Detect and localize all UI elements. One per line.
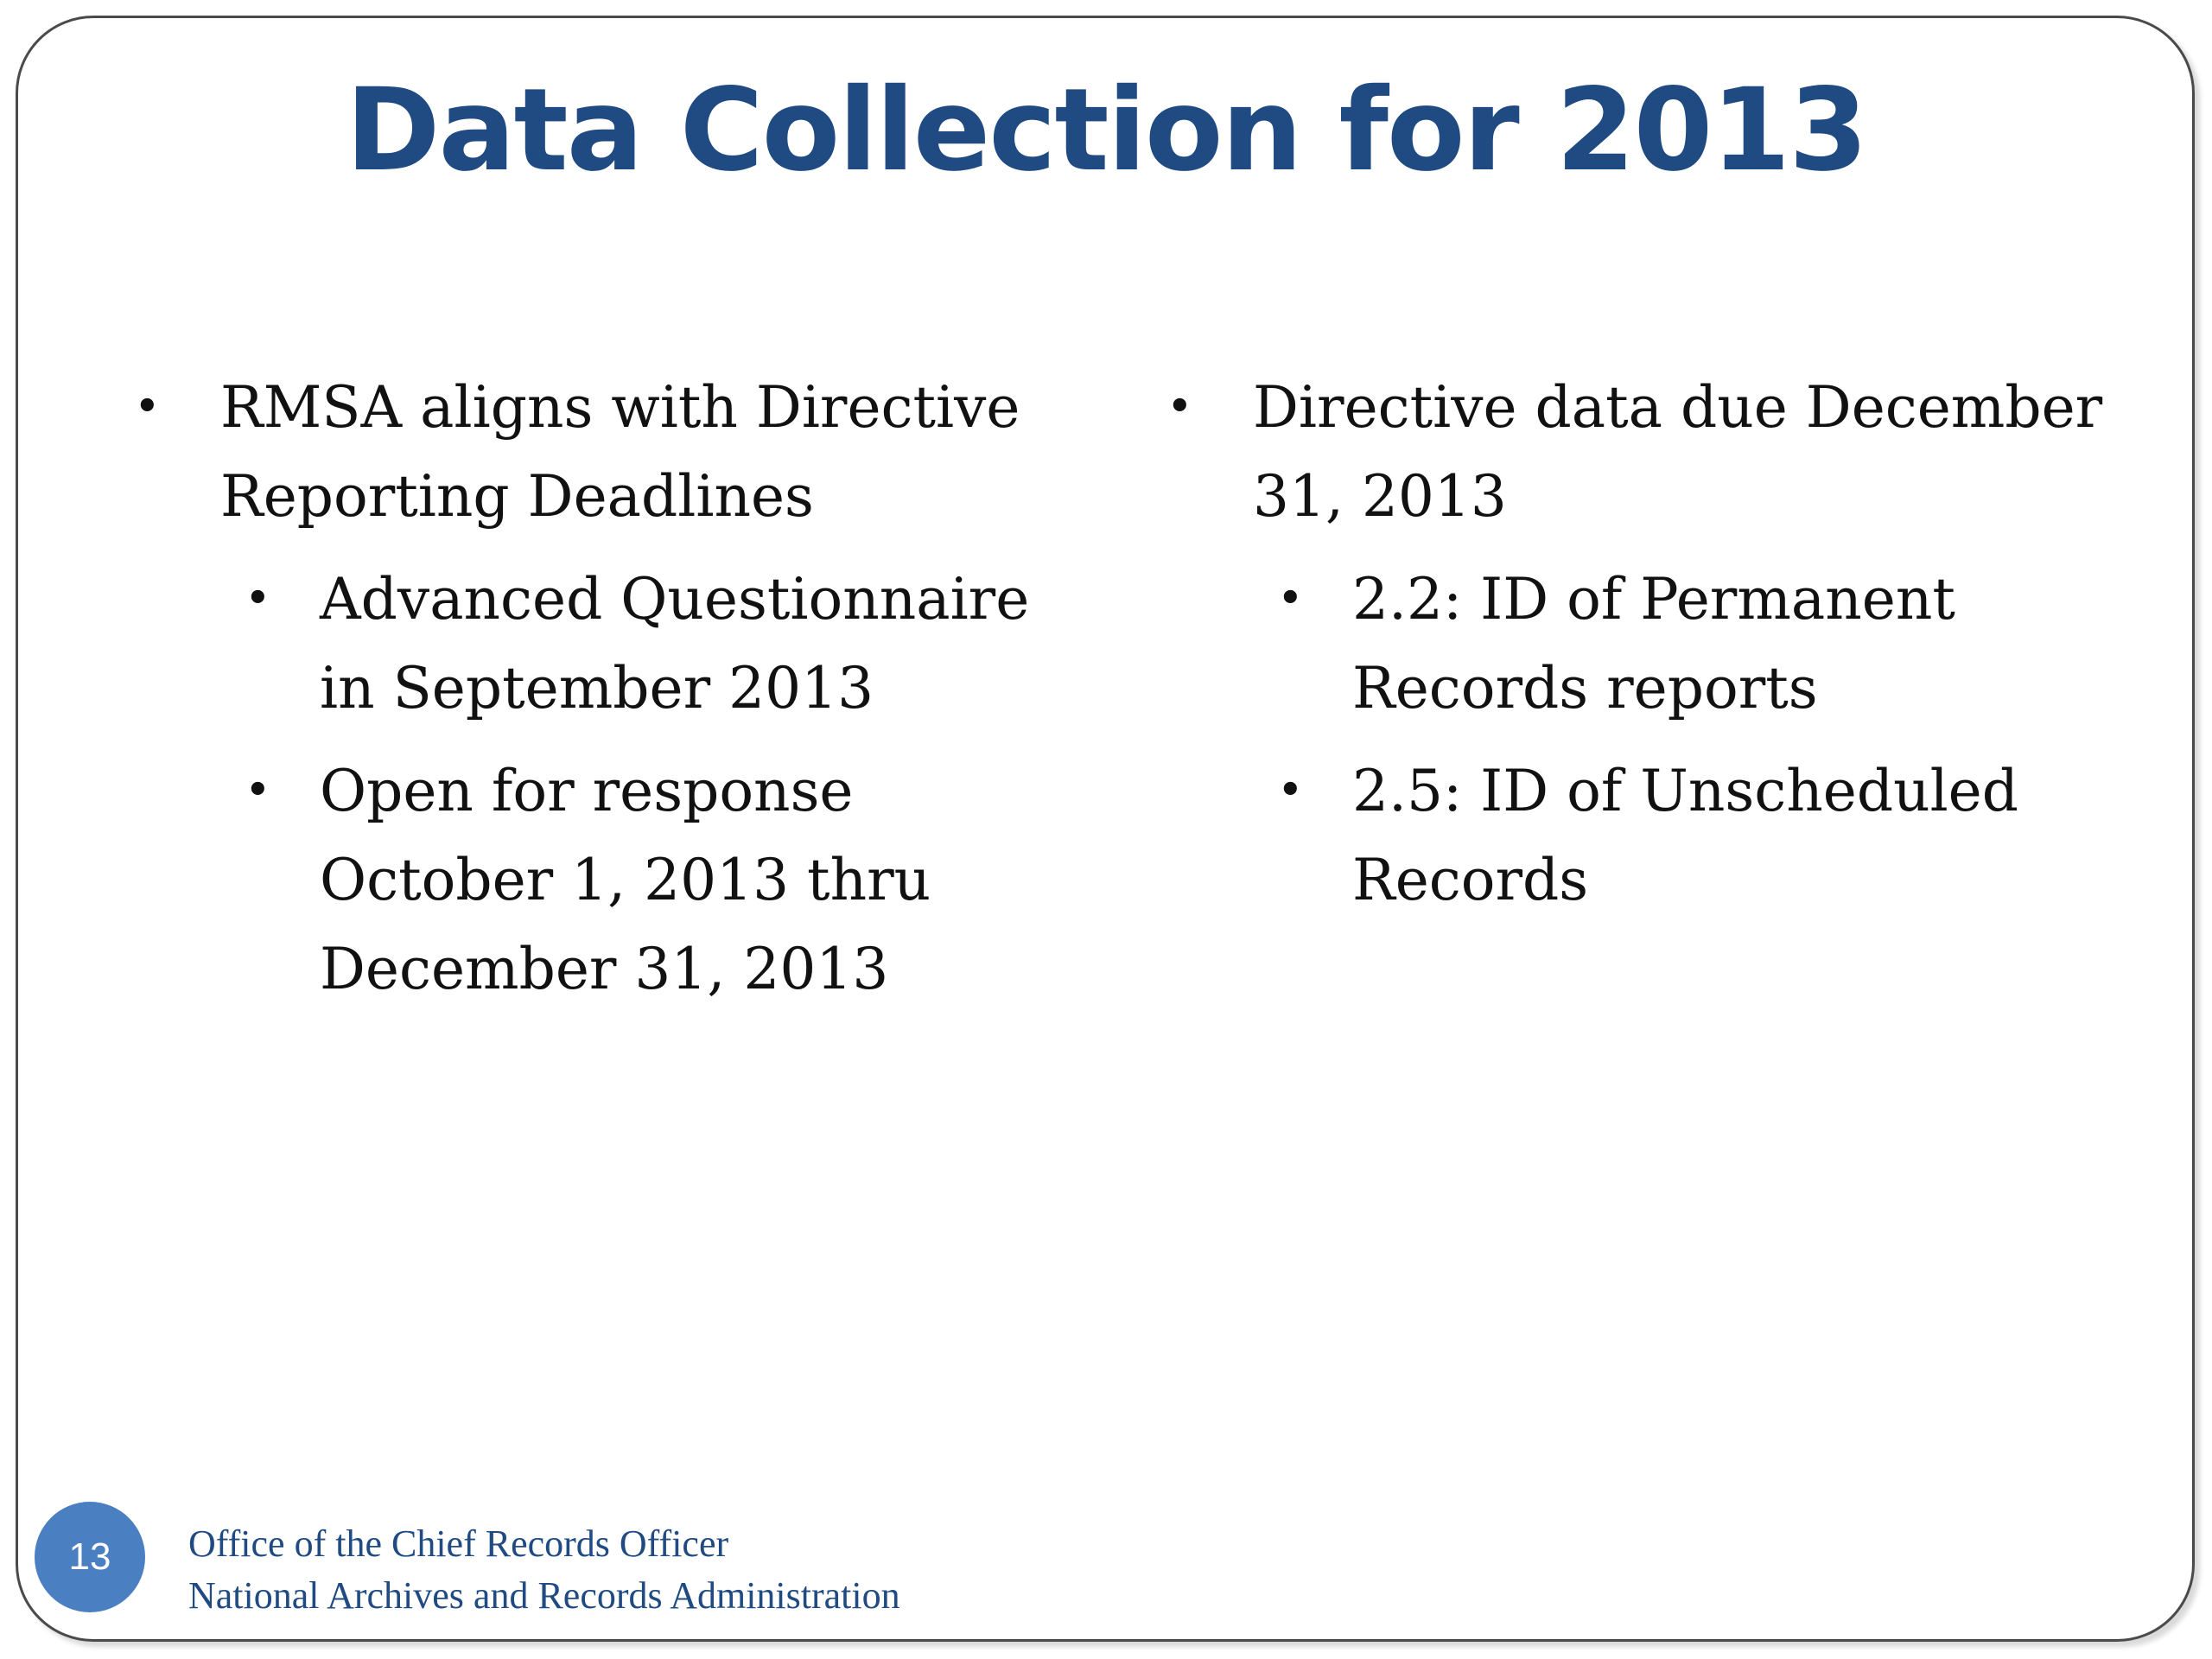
bullet-icon: •: [245, 765, 271, 817]
left-column: [134, 363, 1102, 1027]
sub-bullet-item: [1166, 555, 2117, 733]
page-number-badge: 13: [35, 1502, 145, 1612]
bullet-icon: •: [1166, 381, 1193, 433]
sub-bullet-text: 2.2: ID of Permanent Records reports: [1352, 566, 1955, 721]
bullet-icon: •: [245, 573, 271, 625]
sub-bullet-text: 2.5: ID of Unscheduled Records: [1352, 758, 2018, 913]
sub-bullet-item: [134, 747, 1102, 1014]
footer-agency: National Archives and Records Administration: [188, 1574, 900, 1617]
sub-bullet-item: [134, 555, 1102, 733]
sub-bullet-text: Advanced Questionnaire in September 2013: [320, 566, 1030, 721]
slide-title: Data Collection for 2013: [345, 64, 1867, 197]
bullet-text: Directive data due December 31, 2013: [1253, 374, 2103, 530]
sub-bullet-text: Open for response October 1, 2013 thru December 31, 2013: [320, 758, 931, 1002]
right-column: [1166, 363, 2117, 938]
footer: [188, 1518, 900, 1622]
bullet-icon: •: [1277, 573, 1304, 625]
footer-office: Office of the Chief Records Officer: [188, 1522, 729, 1565]
sub-bullet-item: [1166, 747, 2117, 925]
bullet-icon: •: [1277, 765, 1304, 817]
bullet-item: [134, 363, 1102, 541]
bullet-item: [1166, 363, 2117, 541]
bullet-text: RMSA aligns with Directive Reporting Deadlines: [220, 374, 1020, 530]
bullet-icon: •: [134, 381, 161, 433]
